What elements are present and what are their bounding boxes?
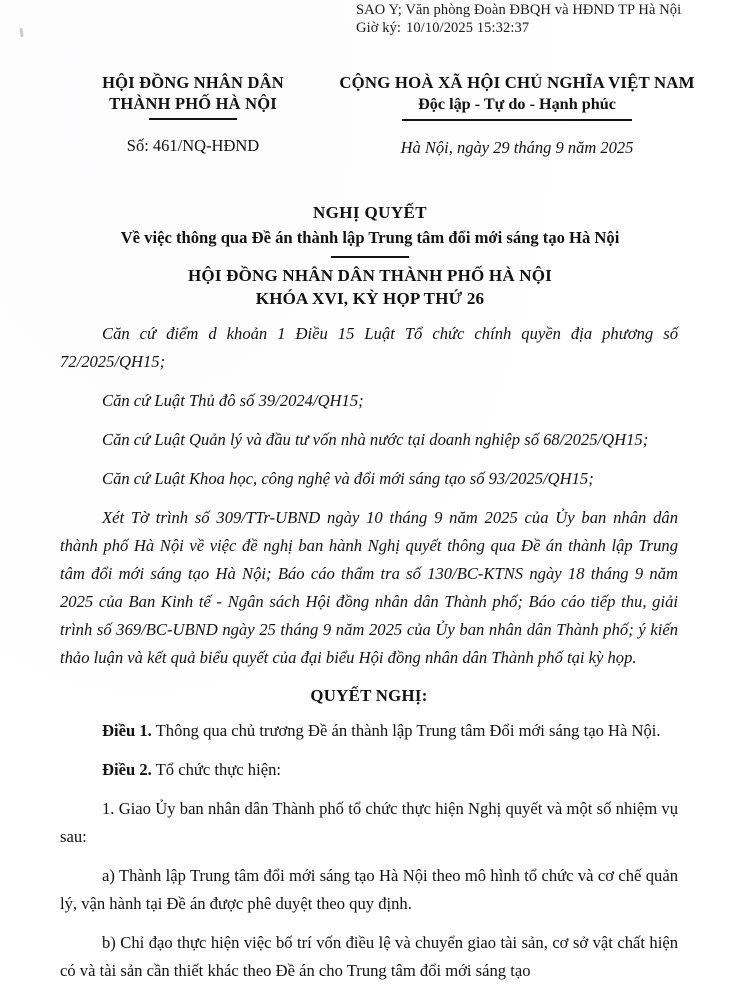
- legal-basis-4: Căn cứ Luật Khoa học, công nghệ và đổi mới sáng tạo số 93/2025/QH15;: [102, 469, 594, 488]
- copy-authority-line: SAO Y; Văn phòng Đoàn ĐBQH và HĐND TP Hà Nội: [356, 2, 682, 18]
- document-masthead: [0, 72, 740, 164]
- issuing-body-line-1: HỘI ĐỒNG NHÂN DÂN: [102, 73, 284, 92]
- resolution-heading: QUYẾT NGHỊ:: [310, 686, 428, 705]
- adopting-session: KHÓA XVI, KỲ HỌP THỨ 26: [255, 289, 485, 308]
- title-underline: [331, 256, 409, 258]
- clause-1a: a) Thành lập Trung tâm đổi mới sáng tạo Hà Nội theo mô hình tổ chức và cơ chế quản lý, vận hành tại Đề án được phê duyệt theo quy định.: [60, 866, 678, 913]
- adopting-body-block: [0, 264, 740, 310]
- article-1-label: Điều 1.: [102, 721, 152, 740]
- legal-basis-1: Căn cứ điểm d khoản 1 Điều 15 Luật Tổ chức chính quyền địa phương số 72/2025/QH15;: [60, 324, 678, 371]
- issuing-body-line-2: THÀNH PHỐ HÀ NỘI: [109, 94, 277, 113]
- sign-time-line: [356, 20, 740, 38]
- national-motto: Độc lập - Tự do - Hạnh phúc: [418, 95, 616, 113]
- article-2-label: Điều 2.: [102, 760, 152, 779]
- sign-time-value: 10/10/2025 15:32:37: [406, 19, 530, 36]
- issuing-body-block: [58, 72, 328, 157]
- certified-copy-stamp: [356, 2, 740, 37]
- document-type-heading: NGHỊ QUYẾT: [312, 203, 428, 222]
- clause-1: 1. Giao Ủy ban nhân dân Thành phố tổ chức thực hiện Nghị quyết và một số nhiệm vụ sau:: [60, 799, 678, 846]
- scan-artifact-speck: [19, 28, 23, 37]
- legal-basis-3: Căn cứ Luật Quản lý và đầu tư vốn nhà nước tại doanh nghiệp số 68/2025/QH15;: [102, 430, 649, 449]
- national-title: CỘNG HOÀ XÃ HỘI CHỦ NGHĨA VIỆT NAM: [339, 73, 695, 92]
- legal-basis-2: Căn cứ Luật Thủ đô số 39/2024/QH15;: [102, 391, 364, 410]
- place-and-date: Hà Nội, ngày 29 tháng 9 năm 2025: [400, 137, 634, 157]
- article-2-text: Tổ chức thực hiện:: [151, 760, 281, 779]
- document-number: Số: 461/NQ-HĐND: [126, 135, 260, 155]
- document-title-block: [0, 202, 740, 258]
- consideration-paragraph: Xét Tờ trình số 309/TTr-UBND ngày 10 tháng 9 năm 2025 của Ủy ban nhân dân thành phố Hà Nội về việc đề nghị ban hành Nghị quyết thông qua Đề án thành lập Trung tâm đổi mới sáng tạo Hà Nội; Báo cáo thẩm tra số 130/BC-KTNS ngày 18 tháng 9 năm 2025 của Ban Kinh tế - Ngân sách Hội đồng nhân dân Thành phố; Báo cáo tiếp thu, giải trình số 369/BC-UBND ngày 25 tháng 9 năm 2025 của Ủy ban nhân dân Thành phố; ý kiến thảo luận và kết quả biểu quyết của đại biểu Hội đồng nhân dân Thành phố tại kỳ họp.: [60, 508, 678, 667]
- national-heading-block: [326, 72, 708, 159]
- article-1-text: Thông qua chủ trương Đề án thành lập Trung tâm Đổi mới sáng tạo Hà Nội.: [151, 721, 661, 740]
- document-subject: Về việc thông qua Đề án thành lập Trung tâm đổi mới sáng tạo Hà Nội: [120, 228, 620, 247]
- sign-time-label: Giờ ký:: [356, 19, 402, 36]
- article-2: [60, 756, 678, 784]
- clause-1b: b) Chỉ đạo thực hiện việc bố trí vốn điều lệ và chuyển giao tài sản, cơ sở vật chất hiện có và tài sản cần thiết khác theo Đề án cho Trung tâm đổi mới sáng tạo: [60, 933, 678, 980]
- article-1: [60, 717, 678, 745]
- document-body: [60, 320, 678, 996]
- adopting-body-name: HỘI ĐỒNG NHÂN DÂN THÀNH PHỐ HÀ NỘI: [188, 266, 552, 285]
- national-motto-underline: [402, 119, 632, 121]
- issuing-body-underline: [149, 118, 237, 120]
